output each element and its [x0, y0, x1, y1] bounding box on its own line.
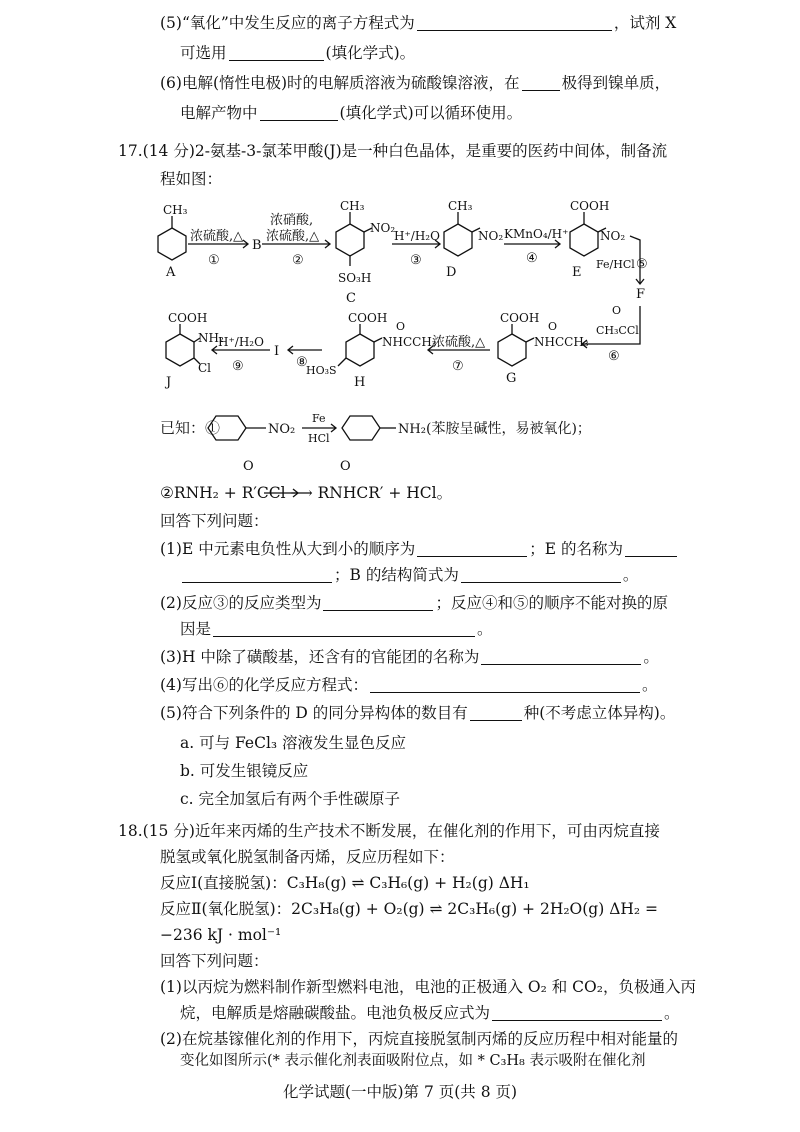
nhacyl-label-g: NHCCH₃: [534, 335, 589, 349]
q18-s2a: (2)在烷基镓催化剂的作用下，丙烷直接脱氢制丙烯的反应历程中相对能量的: [160, 1030, 678, 1048]
answer-blank[interactable]: [182, 566, 332, 583]
step-1-number: ①: [208, 253, 220, 268]
answer-blank[interactable]: [417, 540, 527, 557]
benzene-ring-a: [158, 228, 186, 260]
reagent-9: H⁺/H₂O: [218, 335, 264, 349]
q18-answer-prompt: [160, 950, 800, 972]
q16-p6c-text: 电解产物中: [180, 104, 258, 122]
cl-label-j: Cl: [198, 361, 212, 375]
q17-s2c: 因是: [180, 620, 212, 638]
cooh-label-h: COOH: [348, 311, 388, 325]
q18-reaction-1: [160, 872, 800, 894]
q17-s1b: ；E 的名称为: [529, 540, 623, 558]
answer-blank[interactable]: [470, 704, 522, 721]
q18-prompt-text: 回答下列问题：: [160, 952, 269, 970]
q18-s1b: 烷，电解质是熔融碳酸盐。电池负极反应式为: [180, 1004, 491, 1022]
q17-s5-cond-b: [180, 760, 800, 782]
no2-label-e: NO₂: [600, 229, 626, 243]
q18-s1-line: [160, 976, 800, 998]
q16-p5c-text: 可选用: [180, 44, 227, 62]
q17-s4b: 。: [641, 676, 658, 694]
q17-prompt-text: 回答下列问题：: [160, 512, 269, 530]
cooh-label-e: COOH: [570, 199, 610, 213]
compound-j-label: J: [166, 375, 172, 390]
q17-s5-cond-b-text: b. 可发生银镜反应: [180, 762, 309, 780]
known-1-fe: Fe: [312, 412, 326, 425]
answer-blank[interactable]: [492, 1004, 662, 1021]
step-6-number: ⑥: [608, 349, 620, 364]
compound-c-label: C: [346, 291, 356, 306]
benzene-ring-h: [346, 334, 374, 366]
page-footer: [0, 1080, 800, 1102]
q18-s2b: 变化如图所示(* 表示催化剂表面吸附位点，如 * C₃H₈ 表示吸附在催化剂: [180, 1053, 646, 1069]
ch3-label-d: CH₃: [448, 199, 473, 213]
q17-s5-cond-c: [180, 788, 800, 810]
known-2-text: ②RNH₂ + R′CCl ⟶ RNHCR′ + HCl。: [160, 484, 453, 502]
reagent-3: H⁺/H₂O: [394, 229, 440, 243]
q17-s4a: (4)写出⑥的化学反应方程式：: [160, 676, 368, 694]
no2-label-c: NO₂: [370, 221, 396, 235]
q16-p5d-text: (填化学式)。: [325, 44, 416, 62]
compound-f-label: F: [636, 287, 646, 302]
benzene-ring-g: [498, 334, 526, 366]
q17-s1-line: [160, 538, 800, 560]
nhacyl-label-h: NHCCH₃: [382, 335, 437, 349]
reagent-5: Fe/HCl: [596, 258, 635, 271]
reagent-6-top: O: [612, 304, 622, 317]
benzene-ring-e: [570, 224, 598, 256]
q17-intro-1: 17.(14 分)2-氨基-3-氯苯甲酸(J)是一种白色晶体，是重要的医药中间体，制备流: [118, 142, 668, 160]
q17-s5-cond-c-text: c. 完全加氢后有两个手性碳原子: [180, 790, 401, 808]
q17-s2-line2: [180, 618, 800, 640]
q17-s5b: 种(不考虑立体异构)。: [523, 704, 676, 722]
cooh-label-j: COOH: [168, 311, 208, 325]
q18-reaction-1-text: 反应Ⅰ(直接脱氢)：C₃H₈(g) ⇌ C₃H₆(g) + H₂(g) ΔH₁: [160, 874, 530, 892]
answer-blank[interactable]: [323, 594, 433, 611]
compound-g-label: G: [506, 371, 517, 386]
q17-s5a: (5)符合下列条件的 D 的同分异构体的数目有: [160, 704, 468, 722]
q18-s1-line2: [180, 1002, 800, 1024]
footer-text: 化学试题(一中版)第 7 页(共 8 页): [282, 1083, 518, 1101]
q18-intro-2-text: 脱氢或氧化脱氢制备丙烯，反应历程如下：: [160, 848, 455, 866]
answer-blank[interactable]: [461, 566, 621, 583]
so3h-label-c: SO₃H: [338, 271, 372, 285]
known-1-hcl: HCl: [308, 432, 330, 445]
answer-blank[interactable]: [625, 540, 677, 557]
compound-b-label: B: [252, 238, 262, 253]
reagent-4: KMnO₄/H⁺: [504, 227, 569, 241]
step-3-number: ③: [410, 253, 422, 268]
q17-s3b: 。: [643, 648, 659, 666]
known-1-nh2: NH₂: [398, 422, 426, 437]
q17-s1a: (1)E 中元素电负性从大到小的顺序为: [160, 540, 416, 558]
compound-e-label: E: [572, 265, 582, 280]
known-1-no2: NO₂: [268, 422, 296, 437]
benzene-ring-j: [166, 334, 194, 366]
q18-intro-1-text: 18.(15 分)近年来丙烯的生产技术不断发展，在催化剂的作用下，可由丙烷直接: [118, 822, 660, 840]
answer-blank[interactable]: [213, 620, 475, 637]
ch3-label-a: CH₃: [163, 203, 188, 217]
compound-d-label: D: [446, 265, 457, 280]
q18-s1a: (1)以丙烷为燃料制作新型燃料电池，电池的正极通入 O₂ 和 CO₂，负极通入丙: [160, 978, 696, 996]
compound-i-label: I: [274, 344, 280, 359]
step-5-number: ⑤: [636, 257, 648, 272]
ho3s-label-h: HO₃S: [306, 364, 337, 377]
no2-label-d: NO₂: [478, 229, 504, 243]
carbonyl-o-h: O: [396, 320, 406, 333]
q18-reaction-2b: [160, 924, 800, 946]
step-4-number: ④: [526, 251, 538, 266]
reagent-1: 浓硫酸,△: [190, 229, 244, 244]
q18-reaction-2b-text: −236 kJ · mol⁻¹: [160, 926, 282, 944]
q17-s2a: (2)反应③的反应类型为: [160, 594, 322, 612]
q17-s4-line: [160, 674, 800, 696]
q17-s3-line: [160, 646, 800, 668]
q17-answer-prompt: [160, 510, 800, 532]
reagent-2-top: 浓硝酸,: [270, 213, 314, 228]
q16-p5-text: (5)“氧化”中发生反应的离子方程式为: [160, 14, 415, 32]
q17-s5-cond-a: [180, 732, 800, 754]
reagent-2-bottom: 浓硫酸,△: [266, 229, 320, 244]
step-2-number: ②: [292, 253, 304, 268]
benzene-ring-d: [444, 224, 472, 256]
cooh-label-g: COOH: [500, 311, 540, 325]
answer-blank[interactable]: [481, 648, 641, 665]
compound-a-label: A: [166, 265, 176, 280]
q18-reaction-2-text: 反应Ⅱ(氧化脱氢)：2C₃H₈(g) + O₂(g) ⇌ 2C₃H₆(g) + 2H₂O(g) ΔH₂ =: [160, 900, 659, 918]
step-7-number: ⑦: [452, 359, 464, 374]
benzene-ring-c: [336, 224, 364, 256]
compound-h-label: H: [354, 375, 366, 390]
q17-s5-cond-a-text: a. 可与 FeCl₃ 溶液发生显色反应: [180, 734, 407, 752]
q16-p6b-text: 极得到镍单质，: [561, 74, 671, 92]
reagent-7: 浓硫酸,△: [432, 335, 486, 350]
q17-s1c: ；B 的结构简式为: [334, 566, 459, 584]
q17-s5-line: [160, 702, 800, 724]
benzene-ring-known-right: [342, 416, 380, 440]
q16-p6d-text: (填化学式)可以循环使用。: [339, 104, 523, 122]
ch3-label-c: CH₃: [340, 199, 365, 213]
step-9-number: ⑨: [232, 359, 244, 374]
q18-reaction-2: [160, 898, 800, 920]
nh2-label-j: NH₂: [198, 331, 224, 345]
q17-s3a: (3)H 中除了磺酸基，还含有的官能团的名称为: [160, 648, 480, 666]
known-1-note: (苯胺呈碱性，易被氧化)；: [426, 421, 591, 437]
q18-s2-line: [160, 1028, 800, 1050]
q17-s2d: 。: [477, 620, 493, 638]
q16-p5-reagent-text: ，试剂 X: [613, 14, 677, 32]
q16-p6a-text: (6)电解(惰性电极)时的电解质溶液为硫酸镍溶液，在: [160, 74, 520, 92]
q18-s2-line2: [180, 1050, 800, 1072]
step-8-number: ⑧: [296, 355, 308, 370]
reagent-6-bottom: CH₃CCl: [596, 324, 639, 337]
q17-s1d: 。: [622, 566, 639, 584]
known-1-label: 已知：①: [160, 419, 221, 437]
known-2-o2: O: [340, 459, 351, 474]
q17-s2-line: [160, 592, 800, 614]
q17-intro-2: 程如图：: [160, 170, 223, 188]
q17-s2b: ；反应④和⑤的顺序不能对换的原: [435, 594, 668, 612]
known-2-equation: [160, 482, 800, 504]
q17-s1-line2: [180, 564, 800, 586]
q18-s1c: 。: [664, 1004, 680, 1022]
q18-intro-1: [118, 820, 800, 842]
answer-blank[interactable]: [370, 676, 640, 693]
known-2-o1: O: [243, 459, 254, 474]
carbonyl-o-g: O: [548, 320, 558, 333]
q18-intro-2: [160, 846, 800, 868]
